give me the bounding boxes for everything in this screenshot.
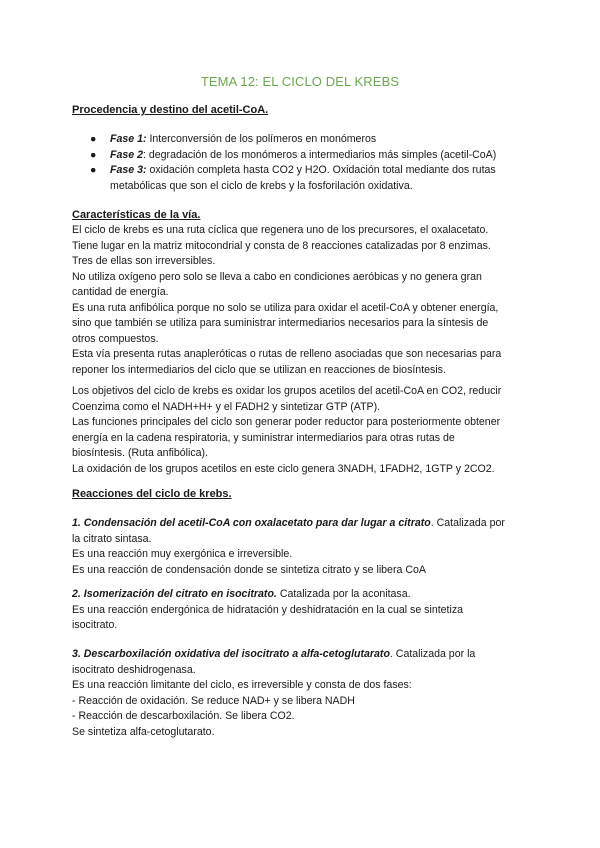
reaction-3 <box>72 647 532 740</box>
text-line: - Reacción de descarboxilación. Se libera CO2. <box>72 710 295 722</box>
page-title: TEMA 12: EL CICLO DEL KREBS <box>200 74 400 89</box>
section-heading-reacciones: Reacciones del ciclo de krebs. <box>72 488 232 500</box>
reaction-1 <box>72 516 532 578</box>
paragraph-caracteristicas <box>72 223 532 378</box>
reaction-title: 1. Condensación del acetil-CoA con oxalacetato para dar lugar a citrato <box>72 517 431 529</box>
reaction-text: Catalizada por la aconitasa. <box>276 588 411 600</box>
phase-label: Fase 3: <box>110 164 147 176</box>
text-line: Los objetivos del ciclo de krebs es oxidar los grupos acetilos del acetil-CoA en CO2, reducir <box>72 385 502 397</box>
text-line: Es una reacción muy exergónica e irreversible. <box>72 548 293 560</box>
reaction-text: . Catalizada por <box>430 517 505 529</box>
bullet-icon: ● <box>90 133 97 145</box>
text-line: - Reacción de oxidación. Se reduce NAD+ y se libera NADH <box>72 694 355 707</box>
phase-label: Fase 2 <box>110 148 143 161</box>
text-line: Coenzima como el NADH+H+ y el FADH2 y sintetizar GTP (ATP). <box>72 400 381 413</box>
text-line: Es una reacción endergónica de hidratación y deshidratación en la cual se sintetiza <box>72 603 464 616</box>
text-line: cantidad de energía. <box>72 286 169 298</box>
section-heading-caracteristicas: Características de la vía. <box>72 209 201 221</box>
reaction-title: 3. Descarboxilación oxidativa del isocitrato a alfa-cetoglutarato <box>72 648 390 660</box>
text-line: El ciclo de krebs es una ruta cíclica que regenera uno de los precursores, el oxalacetato. <box>72 224 489 236</box>
list-item <box>90 148 540 164</box>
section-heading-procedencia: Procedencia y destino del acetil-CoA. <box>72 104 269 116</box>
phase-text: Interconversión de los polímeros en monómeros <box>146 133 377 145</box>
text-line: Esta vía presenta rutas anapleróticas o rutas de relleno asociadas que son necesarias para <box>72 348 502 360</box>
text-line: energía en la cadena respiratoria, y suministrar intermediarios para otras rutas de <box>72 431 455 444</box>
text-line: la citrato sintasa. <box>72 532 152 545</box>
text-line: Tiene lugar en la matriz mitocondrial y consta de 8 reacciones catalizadas por 8 enzimas. <box>72 239 491 252</box>
text-line: reponer los intermediarios del ciclo que se utilizan en reacciones de biosíntesis. <box>72 363 446 376</box>
text-line: Es una reacción limitante del ciclo, es irreversible y consta de dos fases: <box>72 679 412 691</box>
paragraph-objetivos <box>72 384 532 477</box>
text-line: Es una ruta anfibólica porque no solo se utiliza para oxidar el acetil-CoA y obtener energía, <box>72 301 499 314</box>
phase-text: oxidación completa hasta CO2 y H2O. Oxidación total mediante dos rutas <box>146 164 496 176</box>
text-line: La oxidación de los grupos acetilos en este ciclo genera 3NADH, 1FADH2, 1GTP y 2CO2. <box>72 462 495 475</box>
reaction-text: . Catalizada por la <box>389 648 476 660</box>
text-line: Es una reacción de condensación donde se sintetiza citrato y se libera CoA <box>72 563 426 576</box>
reaction-2 <box>72 587 532 634</box>
phase-list <box>90 132 540 194</box>
list-item <box>90 163 540 194</box>
phase-text: : degradación de los monómeros a intermediarios más simples (acetil-CoA) <box>142 148 497 161</box>
text-line: Tres de ellas son irreversibles. <box>72 255 216 267</box>
text-line: sino que también se utiliza para suministrar intermediarios necesarios para la síntesis de <box>72 317 489 329</box>
text-line: No utiliza oxígeno pero solo se lleva a cabo en condiciones aeróbicas y no genera gran <box>72 270 482 283</box>
bullet-icon: ● <box>90 148 97 161</box>
text-line: Las funciones principales del ciclo son generar poder reductor para posteriormente obtener <box>72 416 501 428</box>
text-line: isocitrato. <box>72 619 118 631</box>
phase-label: Fase 1: <box>110 133 147 145</box>
text-line: Se sintetiza alfa-cetoglutarato. <box>72 725 215 738</box>
list-item <box>90 132 540 148</box>
bullet-icon: ● <box>90 164 97 176</box>
text-line: otros compuestos. <box>72 332 159 345</box>
reaction-title: 2. Isomerización del citrato en isocitrato. <box>72 588 277 600</box>
text-line: isocitrato deshidrogenasa. <box>72 663 196 676</box>
phase-text-continued: metabólicas que son el ciclo de krebs y la fosforilación oxidativa. <box>110 179 413 192</box>
text-line: biosíntesis. (Ruta anfibólica). <box>72 447 209 459</box>
